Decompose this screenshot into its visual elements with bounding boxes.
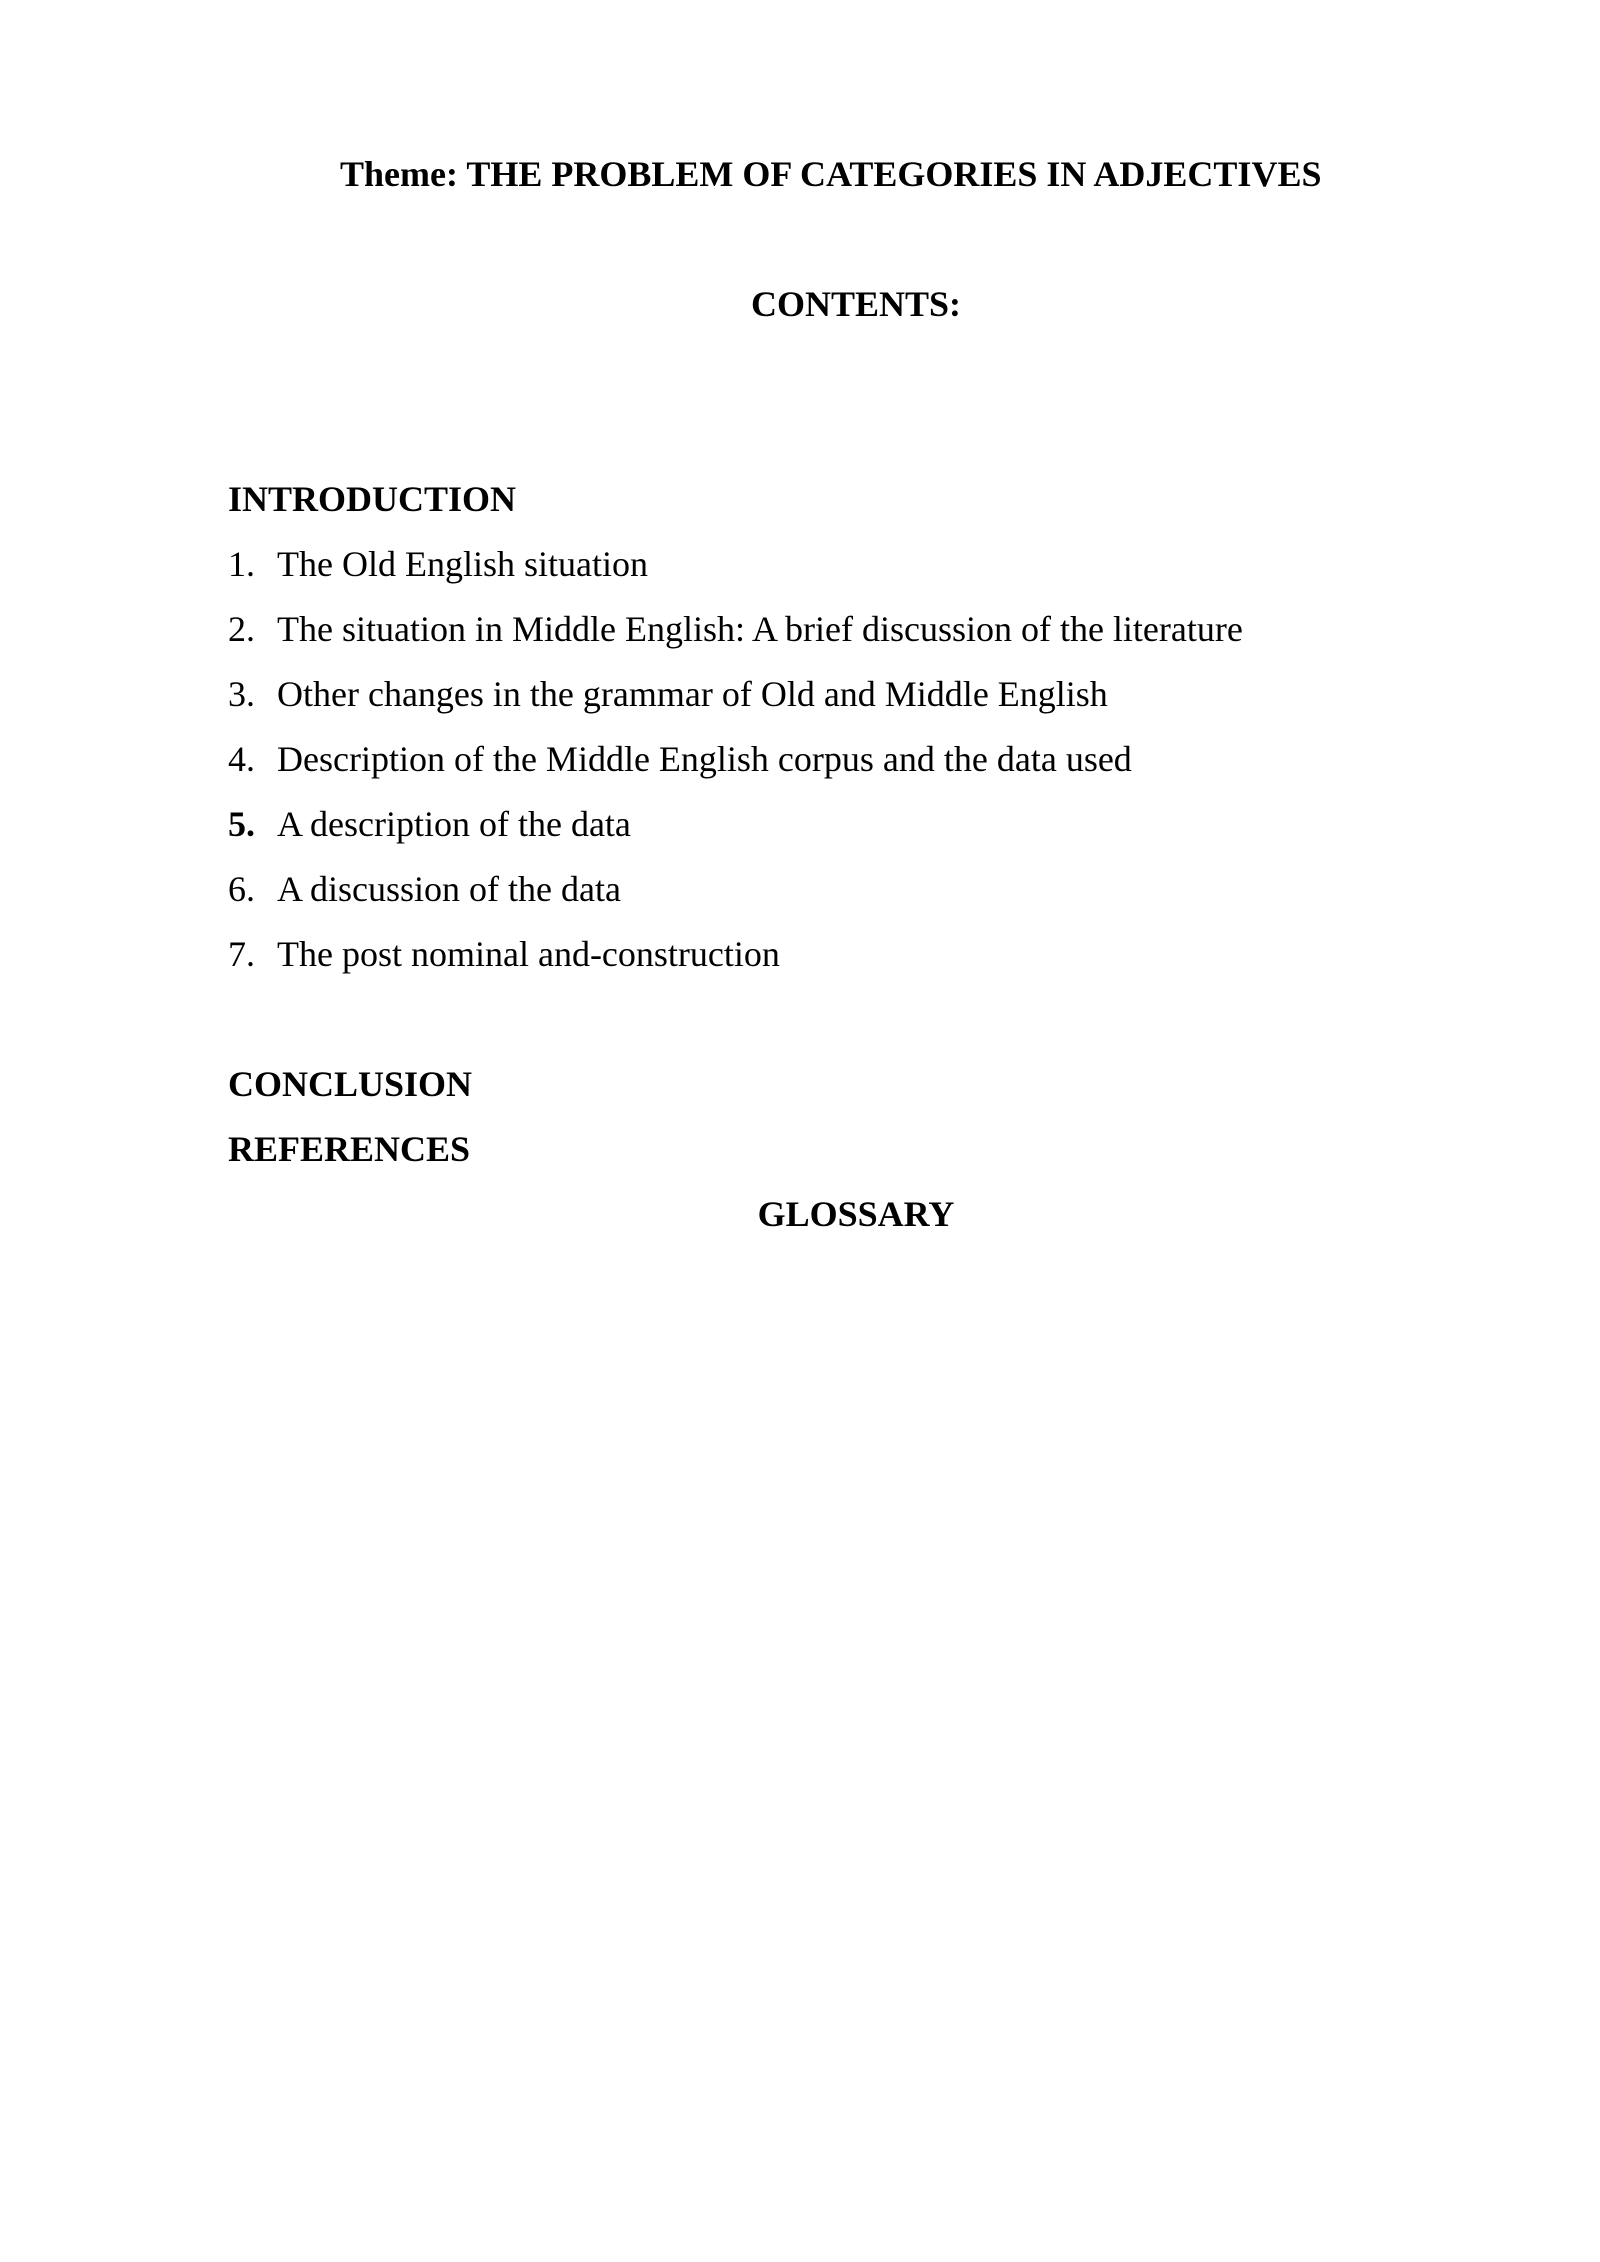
toc-item [228,865,1243,930]
toc-item-title: The Old English situation [277,544,648,584]
toc-item [228,540,1243,605]
glossary-heading: GLOSSARY [757,1194,955,1234]
toc-item-number: 5. [228,804,255,844]
toc-item-number: 7. [228,934,255,974]
toc-item-number: 6. [228,869,255,909]
toc-item [228,735,1243,800]
conclusion-heading: CONCLUSION [228,1064,473,1104]
toc-item [228,670,1243,735]
toc-item [228,605,1243,670]
toc-item-number: 4. [228,739,255,779]
table-of-contents-list [228,540,1243,995]
toc-item-title: A description of the data [277,804,631,844]
toc-item-number: 1. [228,544,255,584]
toc-item-title: Other changes in the grammar of Old and Middle English [277,674,1108,714]
references-heading: REFERENCES [228,1129,471,1169]
toc-item [228,800,1243,865]
document-theme-title: Theme: THE PROBLEM OF CATEGORIES IN ADJECTIVES [340,154,1322,194]
toc-item-title: Description of the Middle English corpus and the data used [277,739,1132,779]
toc-item [228,930,1243,995]
introduction-heading: INTRODUCTION [228,479,517,519]
toc-item-number: 3. [228,674,255,714]
contents-heading: CONTENTS: [750,284,962,324]
toc-item-title: The post nominal and-construction [277,934,780,974]
toc-item-number: 2. [228,609,255,649]
toc-item-title: The situation in Middle English: A brief discussion of the literature [277,609,1243,649]
toc-item-title: A discussion of the data [277,869,621,909]
